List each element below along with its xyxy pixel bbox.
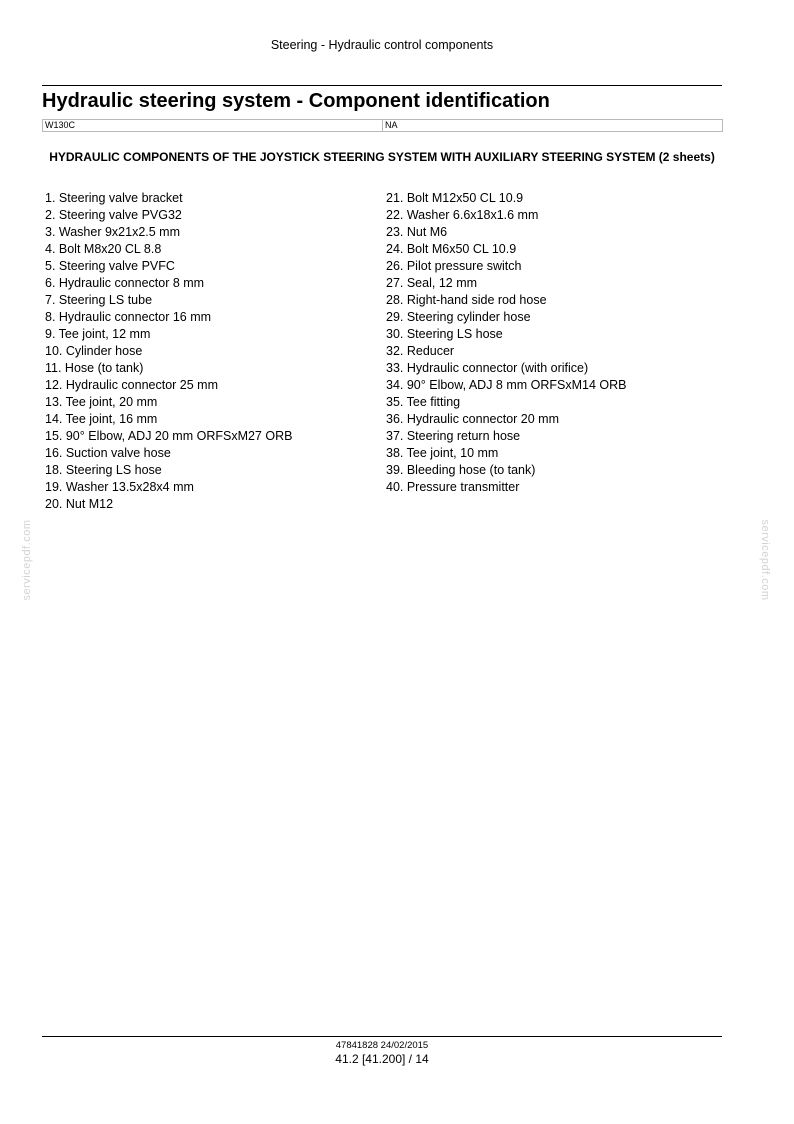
- section-title: HYDRAULIC COMPONENTS OF THE JOYSTICK STEERING SYSTEM WITH AUXILIARY STEERING SYSTEM (2 sheets): [49, 150, 715, 164]
- part-list-item: 32. Reducer: [386, 344, 455, 358]
- parts-list-right: [386, 190, 627, 496]
- part-list-item: 2. Steering valve PVG32: [45, 208, 182, 222]
- part-list-item: 24. Bolt M6x50 CL 10.9: [386, 242, 517, 256]
- part-list-item: 21. Bolt M12x50 CL 10.9: [386, 191, 524, 205]
- part-list-item: 1. Steering valve bracket: [45, 191, 183, 205]
- page-number: 41.2 [41.200] / 14: [335, 1052, 429, 1066]
- part-list-item: 34. 90° Elbow, ADJ 8 mm ORFSxM14 ORB: [386, 378, 627, 392]
- parts-list-left: [45, 190, 292, 513]
- part-list-item: 15. 90° Elbow, ADJ 20 mm ORFSxM27 ORB: [45, 429, 293, 443]
- part-list-item: 14. Tee joint, 16 mm: [45, 412, 158, 426]
- part-list-item: 5. Steering valve PVFC: [45, 259, 175, 273]
- model-cell: W130C: [43, 120, 383, 132]
- watermark-right: servicepdf.com: [759, 519, 771, 601]
- part-list-item: 7. Steering LS tube: [45, 293, 153, 307]
- part-list-item: 30. Steering LS hose: [386, 327, 503, 341]
- part-list-item: 28. Right-hand side rod hose: [386, 293, 547, 307]
- part-list-item: 13. Tee joint, 20 mm: [45, 395, 158, 409]
- part-list-item: 23. Nut M6: [386, 225, 448, 239]
- page-title: Hydraulic steering system - Component identification: [42, 90, 550, 112]
- footer-rule: [42, 1036, 722, 1037]
- part-list-item: 29. Steering cylinder hose: [386, 310, 531, 324]
- part-list-item: 3. Washer 9x21x2.5 mm: [45, 225, 181, 239]
- part-list-item: 39. Bleeding hose (to tank): [386, 463, 536, 477]
- part-list-item: 4. Bolt M8x20 CL 8.8: [45, 242, 162, 256]
- part-list-item: 38. Tee joint, 10 mm: [386, 446, 499, 460]
- part-list-item: 20. Nut M12: [45, 497, 114, 511]
- part-list-item: 36. Hydraulic connector 20 mm: [386, 412, 559, 426]
- part-list-item: 11. Hose (to tank): [45, 361, 144, 375]
- part-list-item: 16. Suction valve hose: [45, 446, 171, 460]
- watermark-left: servicepdf.com: [21, 519, 33, 601]
- part-list-item: 33. Hydraulic connector (with orifice): [386, 361, 589, 375]
- applicability-table: [42, 119, 723, 132]
- part-list-item: 37. Steering return hose: [386, 429, 521, 443]
- part-list-item: 40. Pressure transmitter: [386, 480, 520, 494]
- part-list-item: 8. Hydraulic connector 16 mm: [45, 310, 212, 324]
- header-rule: [42, 85, 722, 86]
- part-list-item: 27. Seal, 12 mm: [386, 276, 478, 290]
- part-list-item: 22. Washer 6.6x18x1.6 mm: [386, 208, 539, 222]
- part-list-item: 19. Washer 13.5x28x4 mm: [45, 480, 194, 494]
- part-list-item: 6. Hydraulic connector 8 mm: [45, 276, 205, 290]
- part-list-item: 12. Hydraulic connector 25 mm: [45, 378, 218, 392]
- running-header: Steering - Hydraulic control components: [270, 38, 494, 52]
- part-list-item: 26. Pilot pressure switch: [386, 259, 522, 273]
- document-id: 47841828 24/02/2015: [335, 1040, 429, 1051]
- part-list-item: 18. Steering LS hose: [45, 463, 162, 477]
- part-list-item: 35. Tee fitting: [386, 395, 461, 409]
- market-cell: NA: [383, 120, 723, 132]
- part-list-item: 9. Tee joint, 12 mm: [45, 327, 151, 341]
- part-list-item: 10. Cylinder hose: [45, 344, 143, 358]
